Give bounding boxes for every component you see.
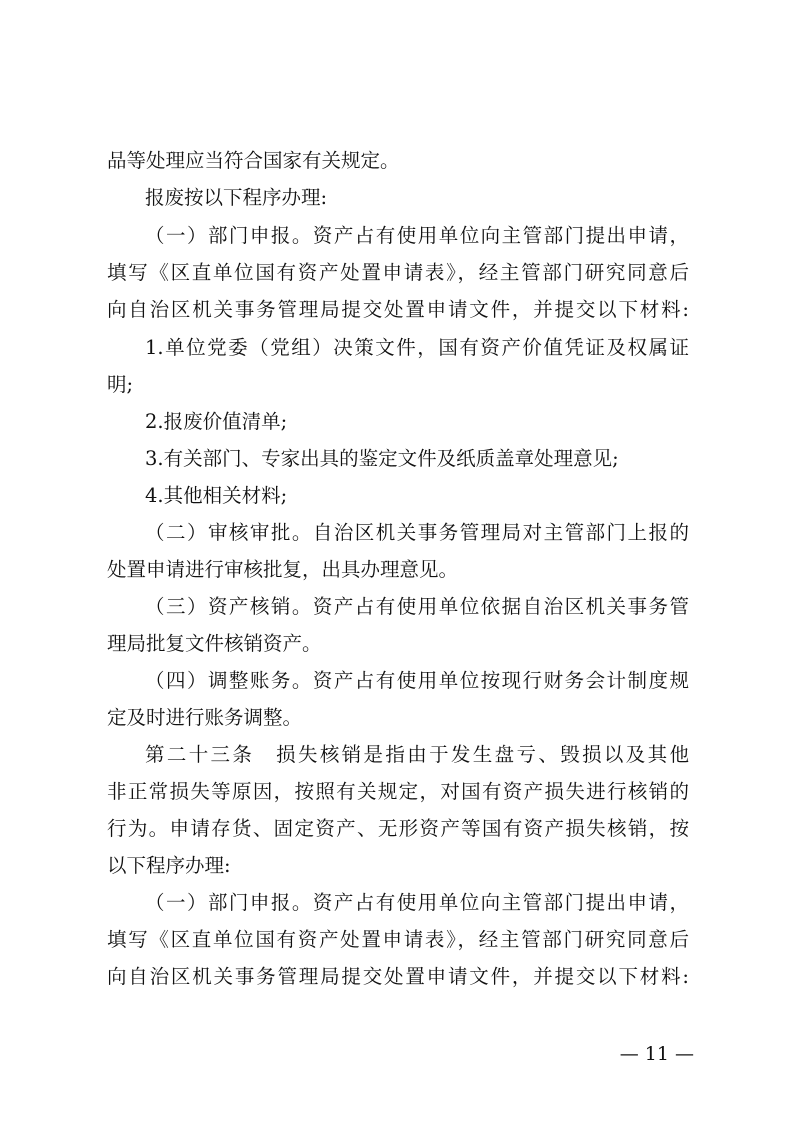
text-line: 以下程序办理: [107,854,231,877]
text-line: 向自治区机关事务管理局提交处置申请文件，并提交以下材料: [107,298,689,321]
text-line: （一）部门申报。资产占有使用单位向主管部门提出申请， [145,224,689,247]
page-number: — 11 — [619,1043,694,1065]
text-line: 明; [107,373,134,396]
text-line: 报废按以下程序办理: [145,186,328,209]
text-line: 处置申请进行审核批复，出具办理意见。 [107,558,459,581]
text-line: 4.其他相关材料; [145,484,288,507]
text-line: 第二十三条 损失核销是指由于发生盘亏、毁损以及其他 [145,743,689,766]
text-line: （二）审核审批。自治区机关事务管理局对主管部门上报的 [145,521,689,544]
text-line: 3.有关部门、专家出具的鉴定文件及纸质盖章处理意见; [145,447,619,470]
text-line: （四）调整账务。资产占有使用单位按现行财务会计制度规 [145,669,689,692]
text-line: 1.单位党委（党组）决策文件，国有资产价值凭证及权属证 [145,336,689,359]
text-line: 理局批复文件核销资产。 [107,632,322,655]
text-line: 品等处理应当符合国家有关规定。 [107,149,400,172]
text-line: 定及时进行账务调整。 [107,706,303,729]
text-line: （一）部门申报。资产占有使用单位向主管部门提出申请， [145,891,689,914]
text-line: 行为。申请存货、固定资产、无形资产等国有资产损失核销，按 [107,817,689,840]
text-line: 填写《区直单位国有资产处置申请表》，经主管部门研究同意后 [107,928,689,951]
text-line: 2.报废价值清单; [145,410,288,433]
text-line: 非正常损失等原因，按照有关规定，对国有资产损失进行核销的 [107,780,689,803]
text-line: 填写《区直单位国有资产处置申请表》，经主管部门研究同意后 [107,261,689,284]
text-line: （三）资产核销。资产占有使用单位依据自治区机关事务管 [145,595,689,618]
text-line: 向自治区机关事务管理局提交处置申请文件，并提交以下材料: [107,965,689,988]
